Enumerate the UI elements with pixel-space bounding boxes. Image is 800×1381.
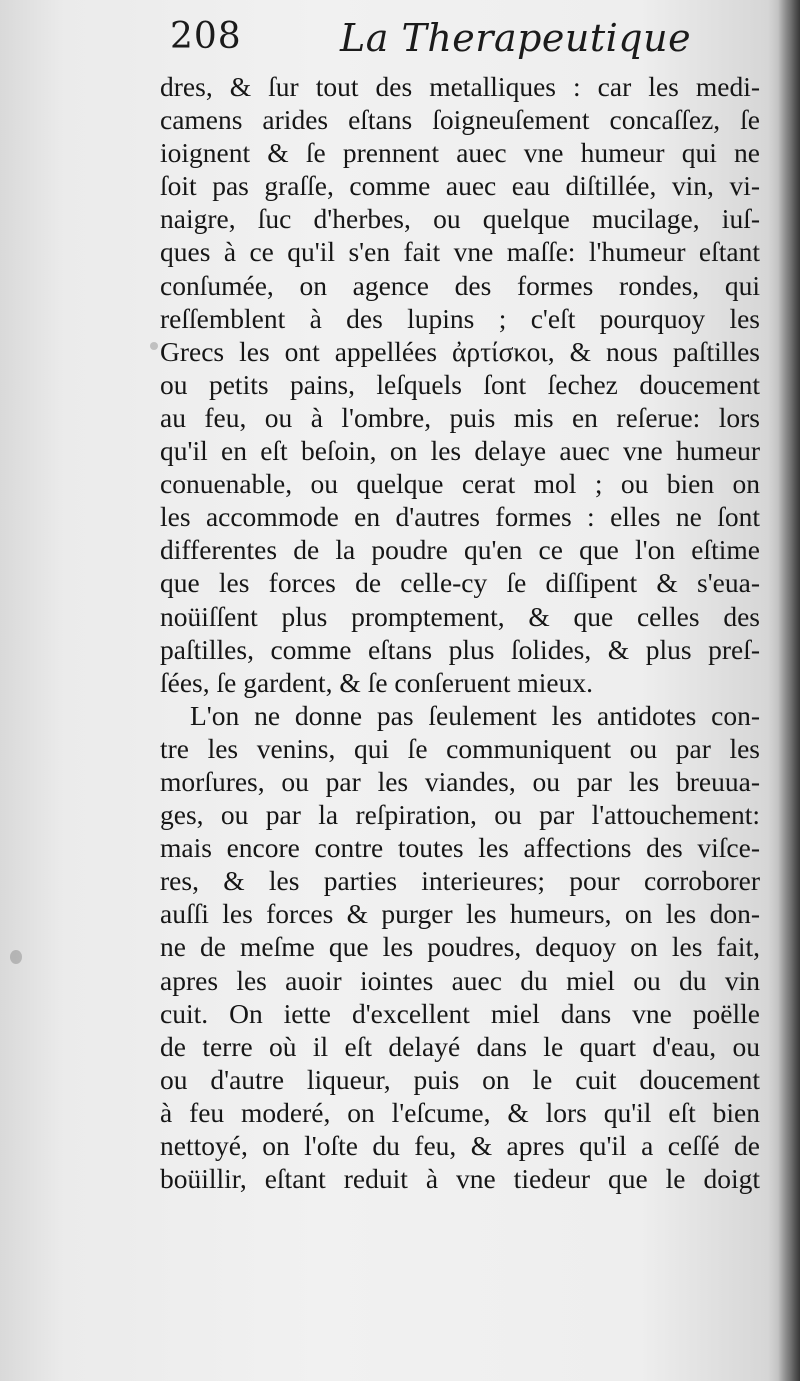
text-line: ne de meſme que les poudres, dequoy on les fait, (160, 931, 760, 963)
text-line: au feu, ou à l'ombre, puis mis en reſerue: lors (160, 401, 760, 433)
text-line: apres les auoir iointes auec du miel ou du vin (160, 964, 760, 996)
text-line: les accommode en d'autres formes : elles ne ſont (160, 501, 760, 533)
text-line: naigre, ſuc d'herbes, ou quelque mucilage, iuſ- (160, 203, 760, 235)
text-line: conſumée, on agence des formes rondes, qui (160, 269, 760, 301)
page-header (170, 14, 770, 66)
text-line: ges, ou par la reſpiration, ou par l'attouchement: (160, 799, 760, 831)
text-line: que les forces de celle-cy ſe diſſipent & s'eua- (160, 567, 760, 599)
text-line: tre les venins, qui ſe communiquent ou par les (160, 732, 760, 764)
text-line: nettoyé, on l'oſte du feu, & apres qu'il a ceſſé de (160, 1130, 760, 1161)
text-line: differentes de la poudre qu'en ce que l'on eſtime (160, 534, 760, 566)
text-line: conuenable, ou quelque cerat mol ; ou bien on (160, 468, 760, 500)
text-line-paragraph-start: L'on ne donne pas ſeulement les antidotes con- (190, 699, 760, 731)
text-line: boüillir, eſtant reduit à vne tiedeur que le doigt (160, 1163, 760, 1195)
paper-stain (10, 950, 22, 964)
text-line: paſtilles, comme eſtans plus ſolides, & plus preſ- (160, 633, 760, 665)
text-line: morſures, ou par les viandes, ou par les breuua- (160, 765, 760, 797)
text-line: ques à ce qu'il s'en fait vne maſſe: l'humeur eſtant (160, 236, 760, 268)
text-line: noüiſſent plus promptement, & que celles des (160, 600, 760, 632)
binding-shadow (778, 0, 800, 1381)
body-text (160, 70, 760, 1195)
text-line: res, & les parties interieures; pour corroborer (160, 865, 760, 897)
text-line-paragraph-end: ſées, ſe gardent, & ſe conſeruent mieux. (160, 666, 593, 698)
text-line: cuit. On iette d'excellent miel dans vne poëlle (160, 997, 760, 1029)
text-line: qu'il en eſt beſoin, on les delaye auec vne humeur (160, 435, 760, 467)
text-line: ou d'autre liqueur, puis on le cuit doucement (160, 1063, 760, 1095)
text-line: à feu moderé, on l'eſcume, & lors qu'il eſt bien (160, 1096, 760, 1128)
text-line: reſſemblent à des lupins ; c'eſt pourquoy les (160, 302, 760, 334)
text-line: ou petits pains, leſquels ſont ſechez doucement (160, 368, 760, 400)
text-line: de terre où il eſt delayé dans le quart d'eau, ou (160, 1030, 760, 1062)
page-number: 208 (170, 16, 242, 57)
text-line: auſſi les forces & purger les humeurs, on les don- (160, 898, 760, 930)
text-line: dres, & ſur tout des metalliques : car les medi- (160, 71, 760, 102)
text-line: ioignent & ſe prennent auec vne humeur qui ne (160, 137, 760, 169)
text-line: mais encore contre toutes les affections des viſce- (160, 832, 760, 864)
paper-stain (150, 342, 158, 350)
text-line: camens arides eſtans ſoigneuſement concaſſez, ſe (160, 104, 760, 136)
text-line: ſoit pas graſſe, comme auec eau diſtillée, vin, vi- (160, 170, 760, 202)
text-line: Grecs les ont appellées ἀρτίσκοι, & nous paſtilles (160, 335, 760, 367)
running-title: La Therapeutique (340, 16, 692, 60)
